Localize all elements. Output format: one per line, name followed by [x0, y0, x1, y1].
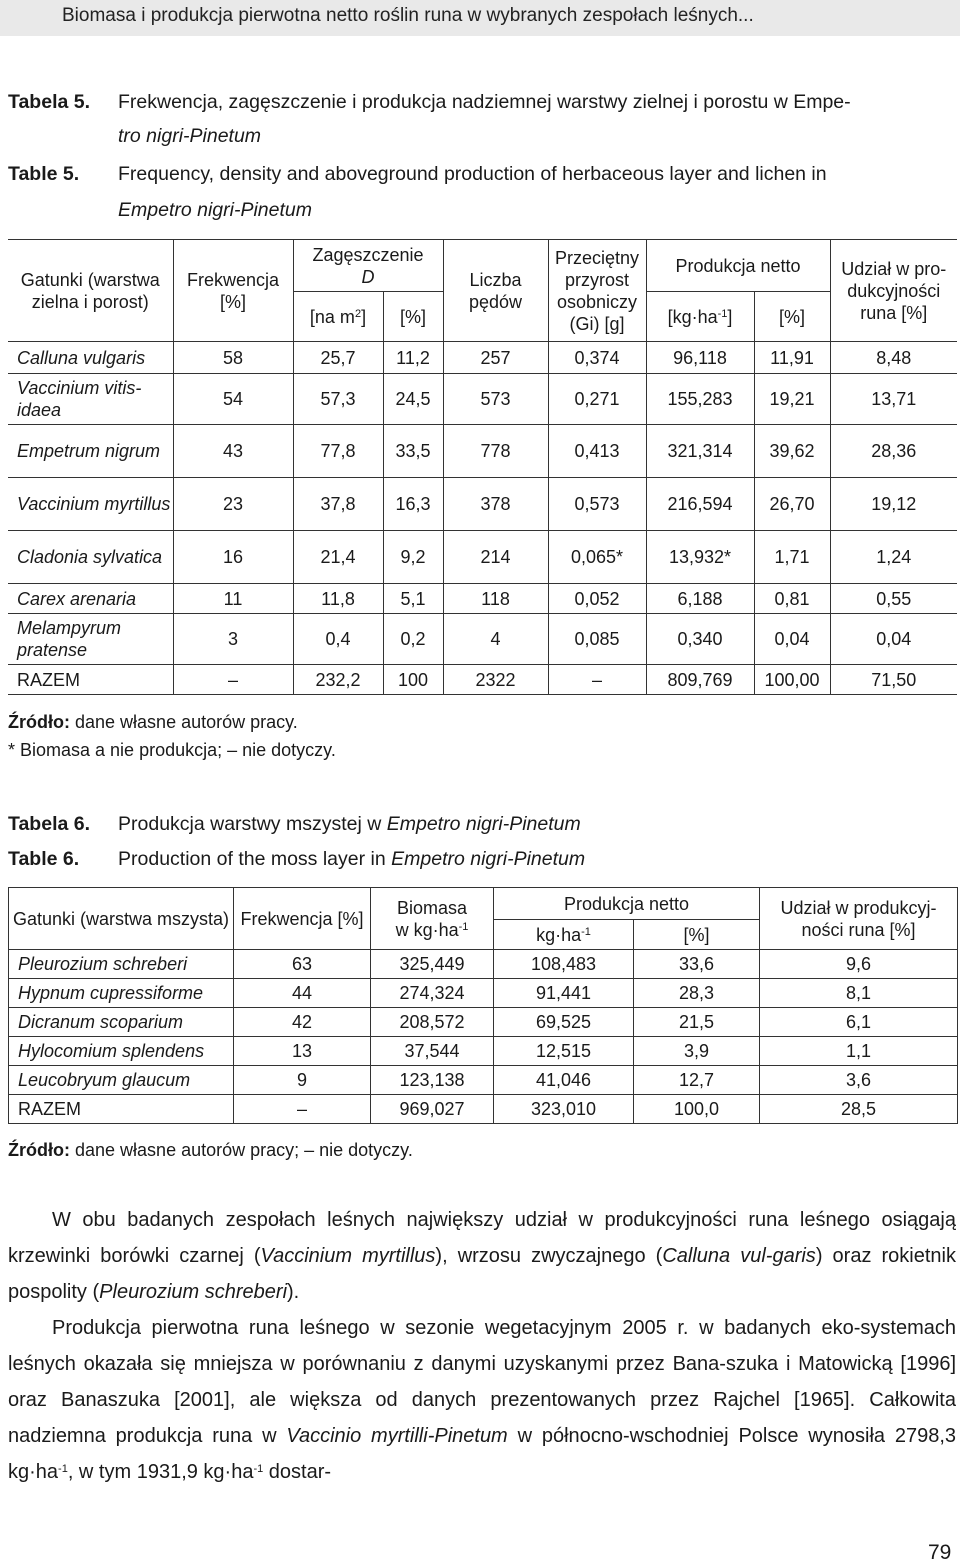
t5-cell-gi: 0,085 — [548, 614, 646, 665]
t6-cell-prod_pct: 3,9 — [634, 1037, 760, 1066]
t5-row — [8, 531, 957, 584]
table6-source-text: dane własne autorów pracy; – nie dotyczy. — [75, 1140, 413, 1160]
t6-header-frequency: Frekwencja [%] — [234, 888, 371, 950]
table5-caption-en-line2: Empetro nigri-Pinetum — [118, 199, 312, 221]
t5-cell-prod_kg: 13,932* — [646, 531, 754, 584]
t5-cell-gi: 0,271 — [548, 374, 646, 425]
t5-cell-prod_kg: 155,283 — [646, 374, 754, 425]
t5-cell-d_m2: 25,7 — [293, 342, 383, 374]
p1-g: ). — [287, 1281, 300, 1303]
t6-header-share: Udział w produkcyj-ności runa [%] — [760, 888, 958, 950]
t5-cell-species: RAZEM — [8, 665, 173, 695]
t5-header-share: Udział w pro-dukcyjności runa [%] — [830, 240, 957, 342]
t5-unit-kg: [kg·ha — [667, 306, 718, 327]
body-paragraph-1 — [8, 1202, 956, 1310]
t6-cell-prod_kg: 91,441 — [494, 979, 634, 1008]
t5-cell-shoots: 778 — [443, 425, 548, 478]
t6-row — [9, 1008, 958, 1037]
t5-cell-shoots: 214 — [443, 531, 548, 584]
p1-d: Calluna vul-garis — [662, 1245, 816, 1267]
page-number: 79 — [928, 1541, 952, 1564]
t5-cell-prod_pct: 11,91 — [754, 342, 830, 374]
p1-f: Pleurozium schreberi — [99, 1281, 288, 1303]
table6-caption-pl-text — [118, 812, 581, 836]
t6-row — [9, 1095, 958, 1124]
t6-cell-prod_pct: 28,3 — [634, 979, 760, 1008]
t6-cell-share: 3,6 — [760, 1066, 958, 1095]
table5-source-label: Źródło: — [8, 712, 70, 732]
body-paragraph-2 — [8, 1310, 956, 1490]
t5-cell-d_pct: 0,2 — [383, 614, 443, 665]
t6-unit-kg: kg·ha — [536, 924, 582, 945]
t5-cell-species: Cladonia sylvatica — [8, 531, 173, 584]
t5-cell-share: 28,36 — [830, 425, 957, 478]
t5-cell-species: Melampyrum pratense — [8, 614, 173, 665]
table6-caption-en-b: Empetro nigri-Pinetum — [391, 848, 586, 870]
table6-caption-en — [8, 847, 958, 871]
t5-cell-share: 8,48 — [830, 342, 957, 374]
t5-cell-shoots: 573 — [443, 374, 548, 425]
t5-header-frequency: Frekwencja [%] — [173, 240, 293, 342]
t5-unit-area-end: ] — [361, 306, 367, 327]
running-header-bar — [0, 0, 960, 36]
t6-cell-share: 9,6 — [760, 950, 958, 979]
table5-label-en: Table 5. — [8, 163, 80, 185]
t5-cell-species: Carex arenaria — [8, 584, 173, 614]
p2-e: dostar- — [263, 1461, 332, 1483]
t5-cell-gi: 0,374 — [548, 342, 646, 374]
t6-cell-biomass: 208,572 — [371, 1008, 494, 1037]
t5-cell-d_m2: 232,2 — [293, 665, 383, 695]
t5-cell-shoots: 257 — [443, 342, 548, 374]
t5-cell-shoots: 4 — [443, 614, 548, 665]
t6-cell-species: Hylocomium splendens — [9, 1037, 234, 1066]
t5-cell-freq: 23 — [173, 478, 293, 531]
t6-row — [9, 1037, 958, 1066]
t5-cell-share: 71,50 — [830, 665, 957, 695]
t5-cell-prod_kg: 96,118 — [646, 342, 754, 374]
table5-source — [8, 711, 298, 734]
t5-cell-gi: 0,573 — [548, 478, 646, 531]
table6-label-en: Table 6. — [8, 848, 80, 870]
t5-unit-kg-sup: -1 — [717, 307, 728, 320]
p2-c: w północno-wschodniej Polsce wynosiła 2798,3 kg·ha — [8, 1425, 957, 1483]
t6-cell-species: RAZEM — [9, 1095, 234, 1124]
t5-cell-prod_kg: 321,314 — [646, 425, 754, 478]
t5-header-density — [293, 240, 443, 292]
p2-b: Vaccinio myrtilli-Pinetum — [286, 1425, 508, 1447]
t5-cell-share: 1,24 — [830, 531, 957, 584]
t6-cell-species: Leucobryum glaucum — [9, 1066, 234, 1095]
t5-cell-d_pct: 24,5 — [383, 374, 443, 425]
t6-cell-biomass: 969,027 — [371, 1095, 494, 1124]
t5-row — [8, 665, 957, 695]
table6-caption-en-a: Production of the moss layer in — [118, 848, 386, 870]
t6-header-net-production: Produkcja netto — [494, 888, 760, 920]
t6-cell-share: 8,1 — [760, 979, 958, 1008]
t5-cell-species: Empetrum nigrum — [8, 425, 173, 478]
table6-caption-pl-b: Empetro nigri-Pinetum — [386, 813, 581, 835]
t6-cell-prod_pct: 12,7 — [634, 1066, 760, 1095]
t6-cell-freq: 44 — [234, 979, 371, 1008]
t6-cell-biomass: 274,324 — [371, 979, 494, 1008]
table6-caption-pl — [8, 812, 958, 836]
table5-footnote: * Biomasa a nie produkcja; – nie dotyczy. — [8, 740, 336, 760]
t5-cell-prod_pct: 0,81 — [754, 584, 830, 614]
t6-cell-share: 6,1 — [760, 1008, 958, 1037]
t5-row — [8, 425, 957, 478]
t6-cell-prod_kg: 69,525 — [494, 1008, 634, 1037]
t5-cell-d_pct: 100 — [383, 665, 443, 695]
t5-cell-prod_pct: 1,71 — [754, 531, 830, 584]
t5-cell-prod_kg: 809,769 — [646, 665, 754, 695]
t5-cell-prod_pct: 26,70 — [754, 478, 830, 531]
t6-header-biomass-unit: w kg·ha — [395, 919, 459, 940]
p1-b: Vaccinium myrtillus — [260, 1245, 436, 1267]
t5-cell-d_m2: 57,3 — [293, 374, 383, 425]
t6-cell-species: Hypnum cupressiforme — [9, 979, 234, 1008]
t5-cell-d_m2: 37,8 — [293, 478, 383, 531]
t6-cell-share: 1,1 — [760, 1037, 958, 1066]
t5-cell-species: Vaccinium vitis-idaea — [8, 374, 173, 425]
t5-cell-prod_kg: 0,340 — [646, 614, 754, 665]
t5-cell-prod_pct: 0,04 — [754, 614, 830, 665]
t5-header-density-label: Zagęszczenie — [312, 244, 424, 265]
t5-cell-shoots: 2322 — [443, 665, 548, 695]
t6-cell-biomass: 325,449 — [371, 950, 494, 979]
t5-cell-d_pct: 16,3 — [383, 478, 443, 531]
t6-cell-biomass: 37,544 — [371, 1037, 494, 1066]
t5-header-net-kg — [646, 292, 754, 342]
t6-cell-biomass: 123,138 — [371, 1066, 494, 1095]
t5-header-net-production: Produkcja netto — [646, 240, 830, 292]
t6-cell-prod_pct: 100,0 — [634, 1095, 760, 1124]
t5-header-density-symbol: D — [361, 266, 375, 287]
t5-cell-d_m2: 77,8 — [293, 425, 383, 478]
t5-cell-freq: 58 — [173, 342, 293, 374]
t5-unit-kg-end: ] — [727, 306, 733, 327]
t5-cell-species: Vaccinium myrtillus — [8, 478, 173, 531]
t6-header-biomass-label: Biomasa — [396, 897, 468, 918]
running-header: Biomasa i produkcja pierwotna netto roślin runa w wybranych zespołach leśnych... — [62, 5, 754, 26]
t5-unit-area-sup: 2 — [354, 307, 362, 320]
t5-header-net-pct: [%] — [754, 292, 830, 342]
t6-cell-freq: – — [234, 1095, 371, 1124]
table5-caption-pl — [8, 90, 958, 150]
t5-header-density-area — [293, 292, 383, 342]
t5-cell-freq: 16 — [173, 531, 293, 584]
table5-caption-pl-line2: tro nigri-Pinetum — [118, 125, 262, 147]
t5-cell-freq: – — [173, 665, 293, 695]
table6-source-label: Źródło: — [8, 1140, 70, 1160]
t5-row — [8, 342, 957, 374]
t5-row — [8, 614, 957, 665]
t6-row — [9, 1066, 958, 1095]
table6 — [8, 887, 958, 1124]
t5-cell-freq: 54 — [173, 374, 293, 425]
t5-cell-d_m2: 21,4 — [293, 531, 383, 584]
t5-cell-gi: 0,052 — [548, 584, 646, 614]
t5-cell-shoots: 378 — [443, 478, 548, 531]
table5 — [8, 239, 957, 695]
t5-cell-prod_kg: 216,594 — [646, 478, 754, 531]
t5-header-species: Gatunki (warstwa zielna i porost) — [8, 240, 173, 342]
t5-cell-prod_pct: 19,21 — [754, 374, 830, 425]
p2-d: , w tym 1931,9 kg·ha — [67, 1461, 254, 1483]
p2-sup2: -1 — [253, 1463, 264, 1475]
t5-header-growth-symbol: (Gi) [g] — [569, 313, 625, 334]
t6-cell-species: Pleurozium schreberi — [9, 950, 234, 979]
t6-row — [9, 979, 958, 1008]
t6-cell-freq: 13 — [234, 1037, 371, 1066]
p2-sup1: -1 — [58, 1463, 68, 1475]
t6-header-net-pct: [%] — [634, 920, 760, 950]
t5-cell-share: 13,71 — [830, 374, 957, 425]
table5-caption-pl-line1: Frekwencja, zagęszczenie i produkcja nadziemnej warstwy zielnej i porostu w Empe- — [118, 91, 851, 113]
t5-cell-prod_kg: 6,188 — [646, 584, 754, 614]
table6-caption-en-text — [118, 847, 585, 871]
table5-caption-en-line1: Frequency, density and aboveground production of herbaceous layer and lichen in — [118, 163, 827, 185]
p1-a: W obu badanych zespołach leśnych największy udział w produkcyjności runa leśnego osiągają krzewinki borówki czarnej ( — [8, 1209, 956, 1267]
t6-cell-species: Dicranum scoparium — [9, 1008, 234, 1037]
table5-label-pl: Tabela 5. — [8, 91, 91, 113]
t5-header-shoots: Liczba pędów — [443, 240, 548, 342]
t6-header-net-kg — [494, 920, 634, 950]
table5-source-text: dane własne autorów pracy. — [75, 712, 298, 732]
t5-cell-d_pct: 9,2 — [383, 531, 443, 584]
t6-cell-share: 28,5 — [760, 1095, 958, 1124]
p1-e: ) oraz rokietnik pospolity ( — [8, 1245, 956, 1303]
t5-row — [8, 584, 957, 614]
t5-cell-freq: 43 — [173, 425, 293, 478]
t6-row — [9, 950, 958, 979]
t5-cell-d_pct: 5,1 — [383, 584, 443, 614]
t5-cell-gi: 0,065* — [548, 531, 646, 584]
t5-cell-freq: 3 — [173, 614, 293, 665]
t5-row — [8, 478, 957, 531]
t6-cell-prod_kg: 108,483 — [494, 950, 634, 979]
t5-cell-share: 19,12 — [830, 478, 957, 531]
table6-label-pl: Tabela 6. — [8, 813, 91, 835]
t5-row — [8, 374, 957, 425]
t6-cell-prod_kg: 323,010 — [494, 1095, 634, 1124]
t5-cell-prod_pct: 100,00 — [754, 665, 830, 695]
t6-header-biomass — [371, 888, 494, 950]
t6-header-biomass-sup: -1 — [458, 920, 469, 933]
t6-cell-prod_pct: 33,6 — [634, 950, 760, 979]
t5-cell-shoots: 118 — [443, 584, 548, 614]
t5-cell-species: Calluna vulgaris — [8, 342, 173, 374]
t6-cell-freq: 63 — [234, 950, 371, 979]
t6-cell-freq: 42 — [234, 1008, 371, 1037]
t5-cell-gi: – — [548, 665, 646, 695]
t5-header-growth-label: Przeciętny przyrost osobniczy — [554, 247, 640, 312]
p2-a: Produkcja pierwotna runa leśnego w sezonie wegetacyjnym 2005 r. w badanych eko-systemach leśnych okazała się mniejsza w porównaniu z danymi uzyskanymi przez Bana-szuka i Matowicką [1996] oraz Banaszuka [2001], ale większa od danych prezentowanych przez Rajchel [1965]. Całkowita nadziemna produkcja runa w — [8, 1317, 956, 1447]
t5-cell-d_m2: 11,8 — [293, 584, 383, 614]
t5-cell-gi: 0,413 — [548, 425, 646, 478]
t5-cell-d_pct: 33,5 — [383, 425, 443, 478]
p1-c: ), wrzosu zwyczajnego ( — [435, 1245, 663, 1267]
table6-source — [8, 1139, 413, 1162]
t6-cell-prod_pct: 21,5 — [634, 1008, 760, 1037]
t5-cell-prod_pct: 39,62 — [754, 425, 830, 478]
t5-cell-freq: 11 — [173, 584, 293, 614]
t5-cell-d_m2: 0,4 — [293, 614, 383, 665]
t6-cell-freq: 9 — [234, 1066, 371, 1095]
t5-cell-d_pct: 11,2 — [383, 342, 443, 374]
t6-header-species: Gatunki (warstwa mszysta) — [9, 888, 234, 950]
t6-cell-prod_kg: 12,515 — [494, 1037, 634, 1066]
t5-cell-share: 0,55 — [830, 584, 957, 614]
table6-caption-pl-a: Produkcja warstwy mszystej w — [118, 813, 382, 835]
t5-header-density-pct: [%] — [383, 292, 443, 342]
t6-cell-prod_kg: 41,046 — [494, 1066, 634, 1095]
t6-unit-kg-sup: -1 — [581, 925, 591, 938]
t5-cell-share: 0,04 — [830, 614, 957, 665]
t5-unit-area: [na m — [309, 306, 355, 327]
t5-header-growth — [548, 240, 646, 342]
table5-caption-en — [8, 162, 958, 222]
